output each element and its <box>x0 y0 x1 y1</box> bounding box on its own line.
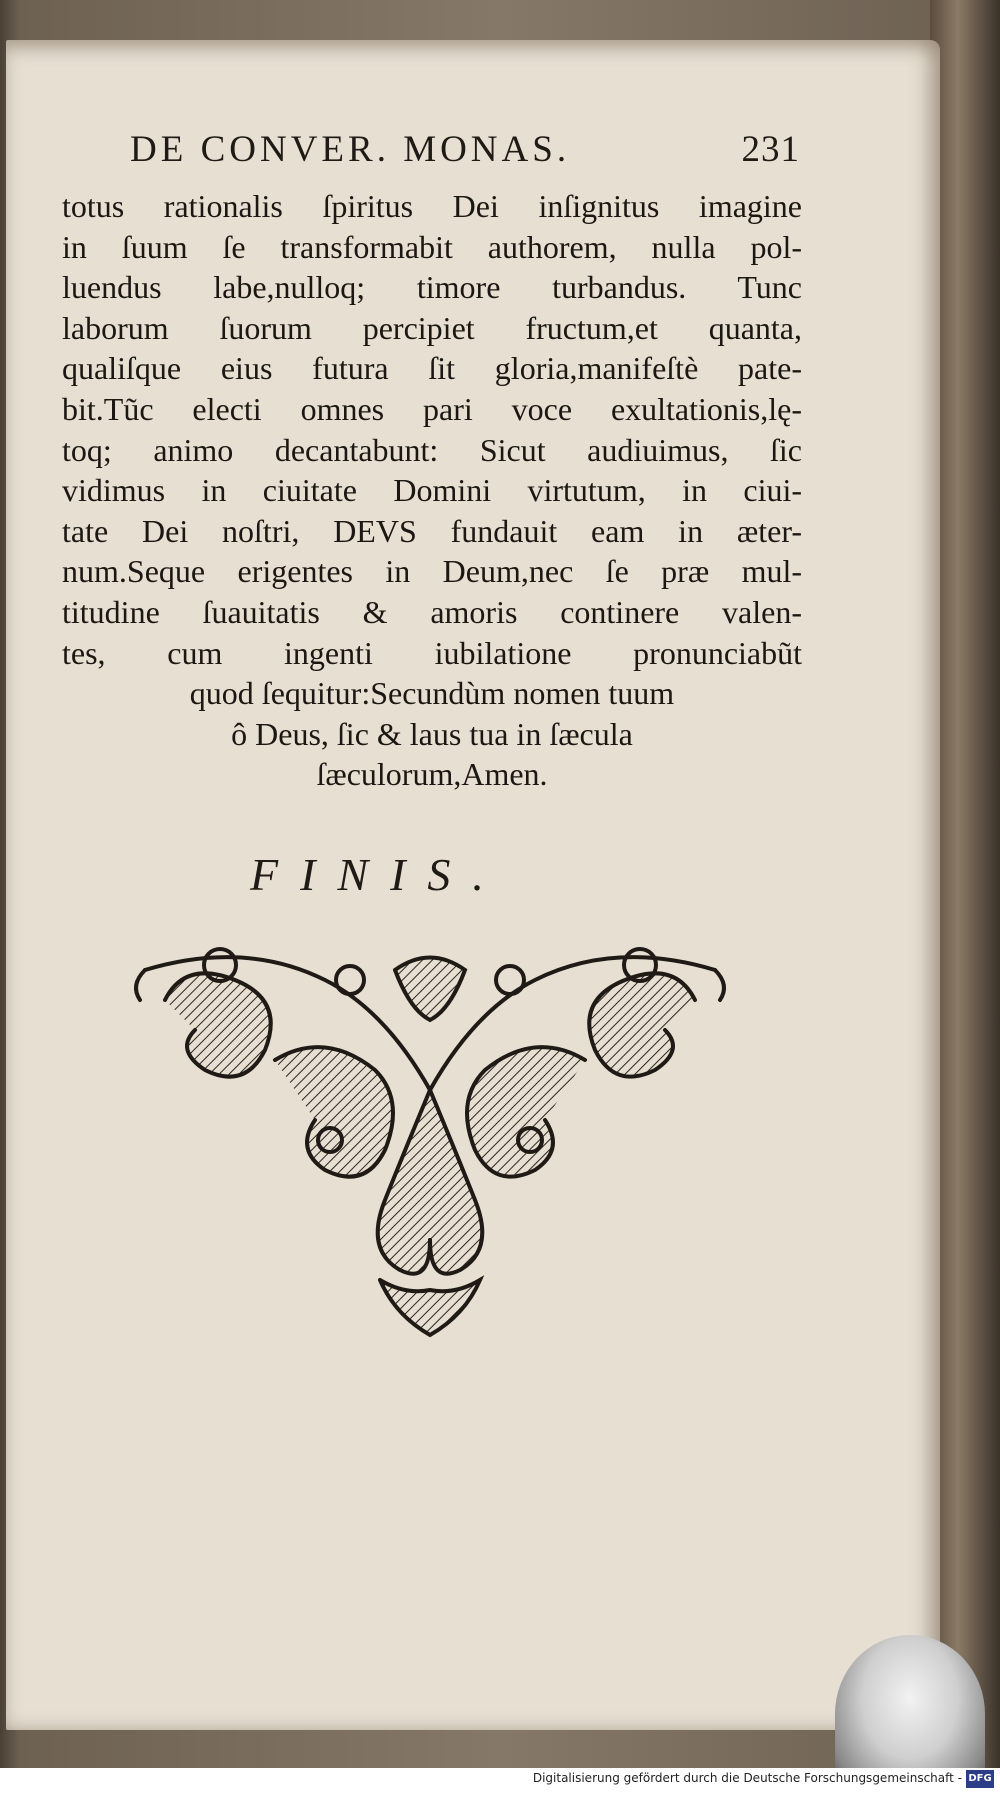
text-line: in ſuum ſe transformabit authorem, nulla pol- <box>62 228 802 265</box>
text-line: tate Dei noſtri, DEVS fundauit eam in æter- <box>62 512 802 549</box>
text-line: num.Seque erigentes in Deum,nec ſe præ mul- <box>62 553 802 590</box>
text-line: laborum ſuorum percipiet fructum,et quanta, <box>62 309 802 346</box>
book-spine-edge <box>930 0 1000 1770</box>
finis-heading: FINIS. <box>250 849 506 900</box>
text-line: bit.Tũc electi omnes pari voce exultationis,lę- <box>62 390 802 427</box>
text-line: toq; animo decantabunt: Sicut audiuimus, ſic <box>62 431 802 468</box>
text-line: tes, cum ingenti iubilatione pronunciabũt <box>62 634 802 671</box>
tailpiece-ornament <box>125 940 735 1340</box>
text-line: luendus labe,nulloq; timore turbandus. Tunc <box>62 269 802 306</box>
running-title: DE CONVER. MONAS. <box>130 129 571 170</box>
text-line: totus rationalis ſpiritus Dei inſignitus imagine <box>62 188 802 224</box>
body-text <box>62 186 802 795</box>
text-line: ſæculorum,Amen. <box>316 756 548 793</box>
text-line: titudine ſuauitatis & amoris continere valen- <box>62 593 802 630</box>
dfg-logo: DFG <box>966 1770 994 1788</box>
page-number: 231 <box>741 129 800 170</box>
running-header <box>130 128 800 176</box>
text-line: ô Deus, ſic & laus tua in ſæcula <box>231 715 633 752</box>
text-line: vidimus in ciuitate Domini virtutum, in ciui- <box>62 472 802 509</box>
text-line: quod ſequitur:Secundùm nomen tuum <box>189 675 675 712</box>
digitization-credit: Digitalisierung gefördert durch die Deutsche Forschungsgemeinschaft - <box>532 1771 962 1785</box>
text-line: qualiſque eius futura ſit gloria,manifeſtè pate- <box>62 350 802 387</box>
